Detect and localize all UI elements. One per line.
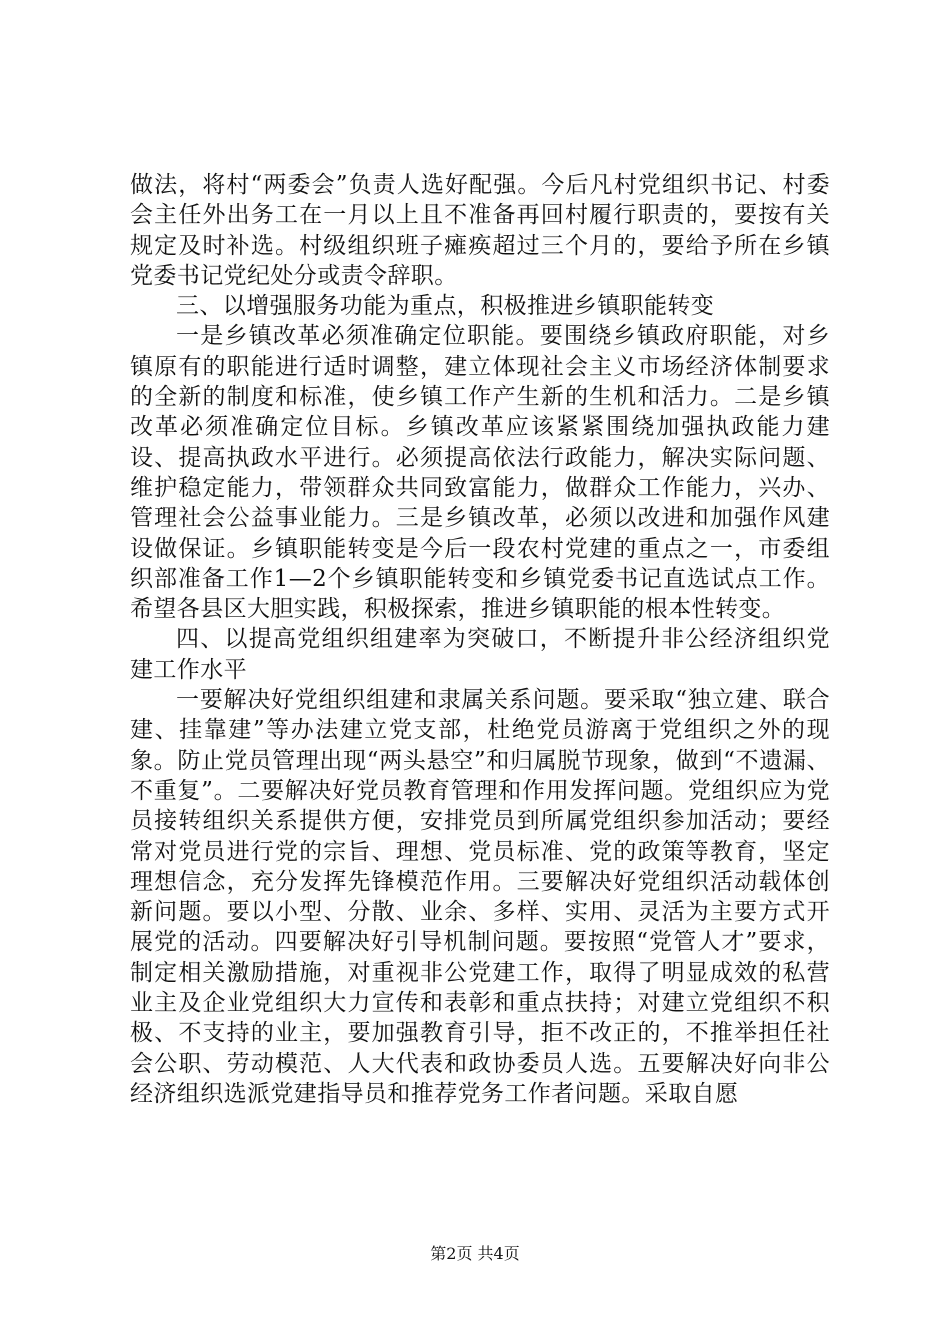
section-heading-3: 三、以增强服务功能为重点，积极推进乡镇职能转变 xyxy=(176,293,715,320)
document-body xyxy=(130,170,830,1109)
paragraph-township-reform: 一是乡镇改革必须准确定位职能。要围绕乡镇政府职能，对乡镇原有的职能进行适时调整，建立体现社会主义市场经济体制要求的全新的制度和标准，使乡镇工作产生新的生机和活力。二是乡镇改革必须准确定位目标。乡镇改革应该紧紧围绕加强执政能力建设、提高执政水平进行。必须提高依法行政能力，解决实际问题、维护稳定能力，带领群众共同致富能力，做群众工作能力，兴办、管理社会公益事业能力。三是乡镇改革，必须以改进和加强作风建设做保证。乡镇职能转变是今后一段农村党建的重点之一，市委组织部准备工作1—2个乡镇职能转变和乡镇党委书记直选试点工作。希望各县区大胆实践，积极探索，推进乡镇职能的根本性转变。 xyxy=(130,323,830,623)
paragraph-party-organization: 一要解决好党组织组建和隶属关系问题。要采取“独立建、联合建、挂靠建”等办法建立党支部，杜绝党员游离于党组织之外的现象。防止党员管理出现“两头悬空”和归属脱节现象，做到“不遗漏、不重复”。二要解决好党员教育管理和作用发挥问题。党组织应为党员接转组织关系提供方便，安排党员到所属党组织参加活动；要经常对党员进行党的宗旨、理想、党员标准、党的政策等教育，坚定理想信念，充分发挥先锋模范作用。三要解决好党组织活动载体创新问题。要以小型、分散、业余、多样、实用、灵活为主要方式开展党的活动。四要解决好引导机制问题。要按照“党管人才”要求，制定相关激励措施，对重视非公党建工作，取得了明显成效的私营业主及企业党组织大力宣传和表彰和重点扶持；对建立党组织不积极、不支持的业主，要加强教育引导，拒不改正的，不推举担任社会公职、劳动模范、人大代表和政协委员人选。五要解决好向非公经济组织选派党建指导员和推荐党务工作者问题。采取自愿 xyxy=(130,687,830,1107)
paragraph-continuation: 做法，将村“两委会”负责人选好配强。今后凡村党组织书记、村委会主任外出务工在一月以上且不准备再回村履行职责的，要按有关规定及时补选。村级组织班子瘫痪超过三个月的，要给予所在乡镇党委书记党纪处分或责令辞职。 xyxy=(130,172,830,289)
section-heading-4: 四、以提高党组织组建率为突破口，不断提升非公经济组织党建工作水平 xyxy=(130,626,830,683)
page-footer xyxy=(0,1244,950,1264)
page-number: 第2页 共4页 xyxy=(430,1244,520,1263)
